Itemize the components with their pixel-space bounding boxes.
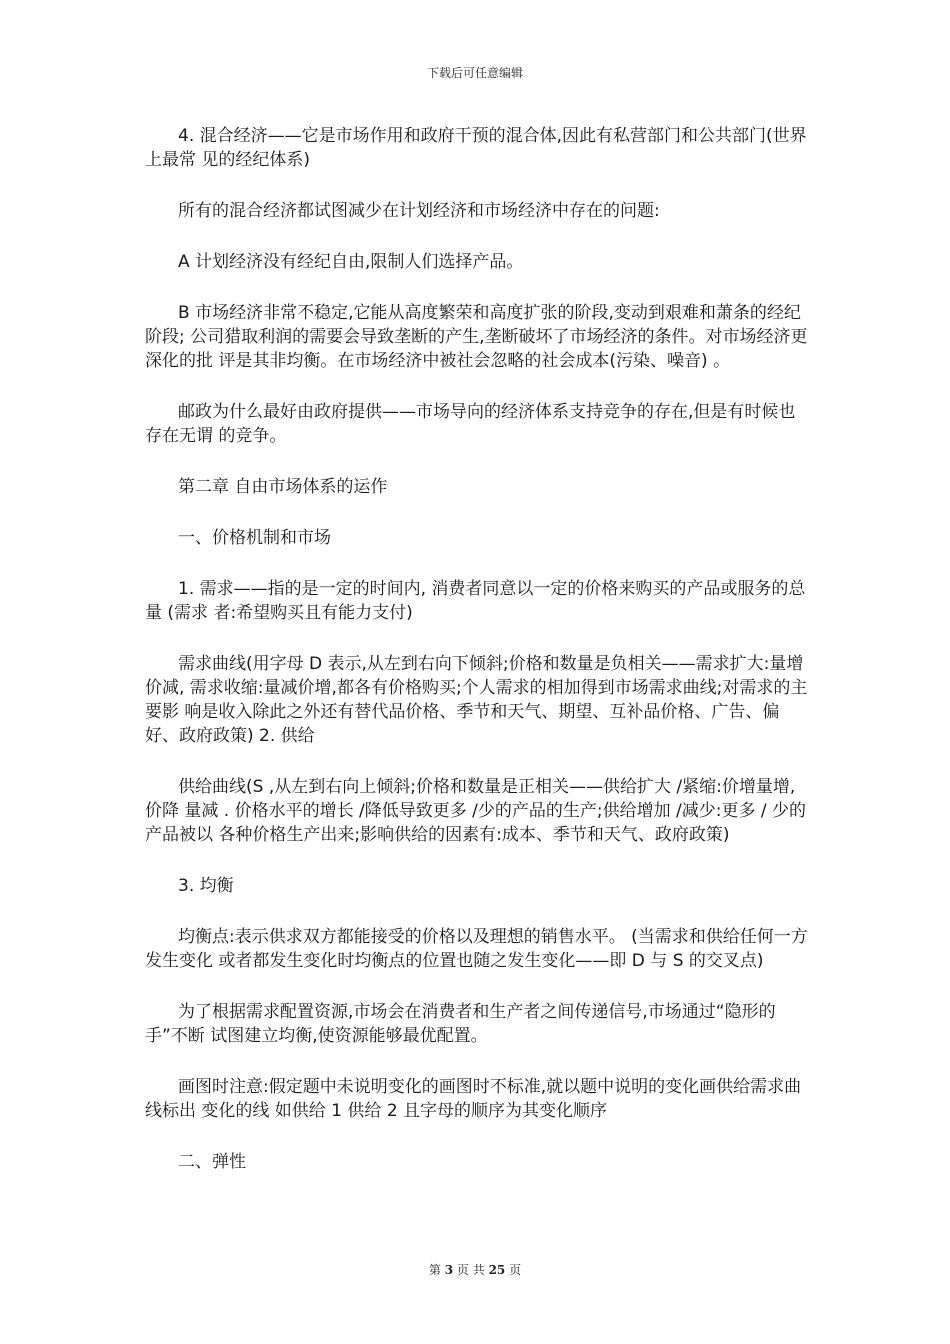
paragraph-point-b: B 市场经济非常不稳定,它能从高度繁荣和高度扩张的阶段,变动到艰难和萧条的经纪阶段; 公司猎取利润的需要会导致垄断的产生,垄断破坏了市场经济的条件。对市场经济更深化的批 评是其非均衡。在市场经济中被社会忽略的社会成本(污染、噪音) 。 <box>145 303 808 371</box>
paragraph-demand-curve: 需求曲线(用字母 D 表示,从左到右向下倾斜;价格和数量是负相关——需求扩大:量增价减, 需求收缩:量减价增,都各有价格购买;个人需求的相加得到市场需求曲线;对需求的主要影 响是收入除此之外还有替代品价格、季节和天气、期望、互补品价格、广告、偏好、政府政策) 2. 供给 <box>145 654 808 746</box>
page-header: 下载后可任意编辑 <box>426 66 523 80</box>
paragraph-supply-curve: 供给曲线(S ,从左到右向上倾斜;价格和数量是正相关——供给扩大 /紧缩:价增量增,价降 量减 . 价格水平的增长 /降低导致更多 /少的产品的生产;供给增加 /减少:更多 / 少的产品被以 各种价格生产出来;影响供给的因素有:成本、季节和天气、政府政策) <box>145 777 806 845</box>
paragraph-postal-service: 邮政为什么最好由政府提供——市场导向的经济体系支持竞争的存在,但是有时候也存在无谓 的竞争。 <box>145 402 796 446</box>
footer-middle: 页 共 <box>456 1263 485 1277</box>
footer-current-page: 3 <box>444 1263 454 1277</box>
footer-prefix: 第 <box>428 1263 441 1277</box>
section-heading-price-mechanism: 一、价格机制和市场 <box>178 528 331 548</box>
paragraph-equilibrium-point: 均衡点:表示供求双方都能接受的价格以及理想的销售水平。 (当需求和供给任何一方发生变化 或者都发生变化时均衡点的位置也随之发生变化——即 D 与 S 的交叉点) <box>145 927 808 971</box>
footer-total-pages: 25 <box>488 1263 506 1277</box>
page-footer <box>0 1263 950 1277</box>
paragraph-invisible-hand: 为了根据需求配置资源,市场会在消费者和生产者之间传递信号,市场通过“隐形的手”不断 试图建立均衡,使资源能够最优配置。 <box>145 1002 776 1046</box>
paragraph-drawing-notes: 画图时注意:假定题中未说明变化的画图时不标准,就以题中说明的变化画供给需求曲线标出 变化的线 如供给 1 供给 2 且字母的顺序为其变化顺序 <box>145 1077 802 1121</box>
paragraph-point-a: A 计划经济没有经纪自由,限制人们选择产品。 <box>178 252 524 272</box>
document-body <box>145 124 810 1201</box>
footer-suffix: 页 <box>509 1263 522 1277</box>
paragraph-mixed-economy: 4. 混合经济——它是市场作用和政府干预的混合体,因此有私营部门和公共部门(世界上最常 见的经纪体系) <box>145 126 807 170</box>
paragraph-mixed-economy-problems: 所有的混合经济都试图减少在计划经济和市场经济中存在的问题: <box>178 201 660 221</box>
subheading-equilibrium: 3. 均衡 <box>178 876 234 896</box>
chapter-heading: 第二章 自由市场体系的运作 <box>178 477 388 497</box>
section-heading-elasticity: 二、弹性 <box>178 1152 246 1172</box>
paragraph-demand: 1. 需求——指的是一定的时间内, 消费者同意以一定的价格来购买的产品或服务的总量 (需求 者:希望购买且有能力支付) <box>145 579 806 623</box>
